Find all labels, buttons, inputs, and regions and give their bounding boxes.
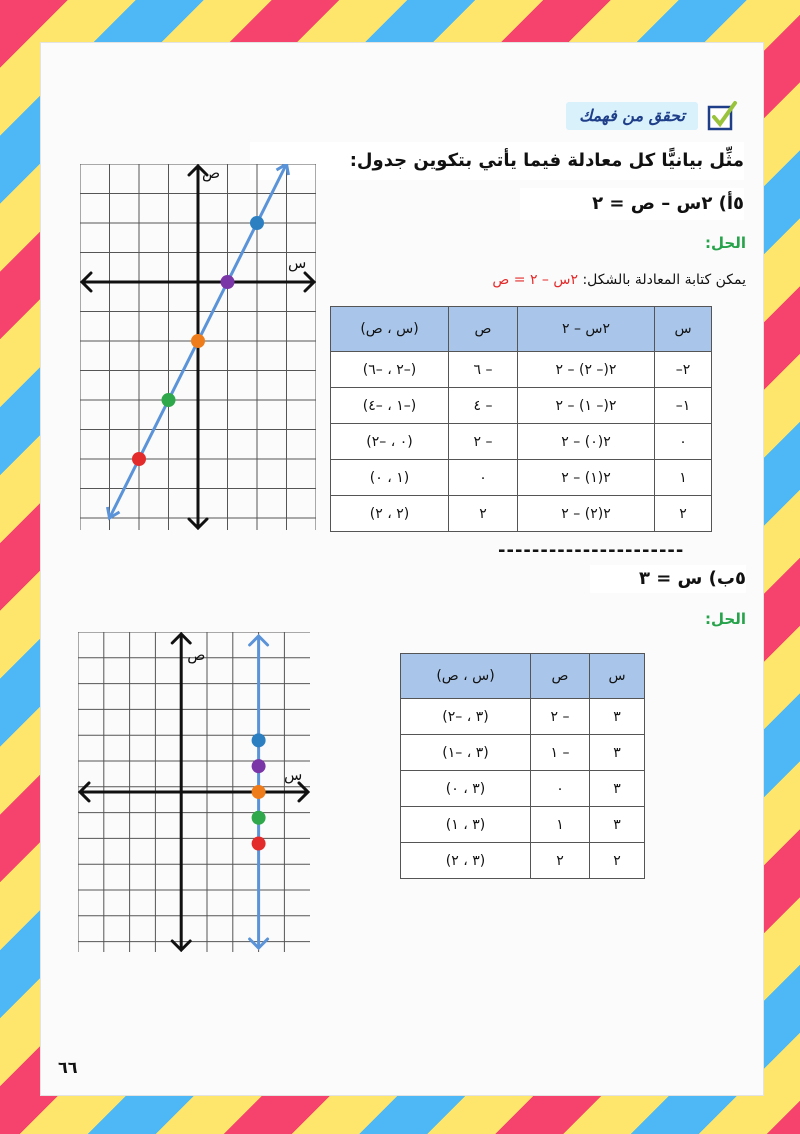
table-row: [401, 807, 645, 843]
table-cell-pair: (–١ ، –٤): [331, 388, 449, 424]
table-cell-x: ٢: [590, 843, 645, 879]
solution-label-a: الحل:: [705, 234, 746, 252]
table-cell-pair: (٣ ، –٢): [401, 699, 531, 735]
rewrite-equation: ٢س – ٢ = ص: [492, 272, 579, 288]
table-cell-expr: ٢(٠) – ٢: [518, 424, 655, 460]
table-cell-y: – ٢: [531, 699, 590, 735]
table-cell-y: – ٦: [449, 352, 518, 388]
table-cell-y: – ١: [531, 735, 590, 771]
table-cell-pair: (–٢ ، –٦): [331, 352, 449, 388]
table-row: [331, 388, 712, 424]
table-cell-x: ١: [655, 460, 712, 496]
rewrite-line: [430, 272, 746, 288]
table-cell-y: ٠: [531, 771, 590, 807]
table-header-pair: (س ، ص): [401, 654, 531, 699]
table-header-y: ص: [449, 307, 518, 352]
table-cell-x: ٢–: [655, 352, 712, 388]
plotted-point: [252, 837, 266, 851]
table-cell-y: ٠: [449, 460, 518, 496]
table-cell-pair: (٢ ، ٢): [331, 496, 449, 532]
x-axis-label: س: [284, 765, 303, 784]
table-cell-x: ٣: [590, 771, 645, 807]
table-cell-expr: ٢(٢) – ٢: [518, 496, 655, 532]
solution-label-b: الحل:: [705, 610, 746, 628]
table-cell-pair: (٣ ، ١): [401, 807, 531, 843]
rewrite-text: يمكن كتابة المعادلة بالشكل:: [582, 272, 746, 288]
table-header-row: [331, 307, 712, 352]
values-table-a: [330, 306, 712, 532]
table-cell-x: ٠: [655, 424, 712, 460]
problem-a-label: ٥أ): [718, 193, 744, 214]
table-cell-pair: (٣ ، ٢): [401, 843, 531, 879]
table-cell-y: – ٢: [449, 424, 518, 460]
plotted-point: [191, 334, 205, 348]
table-cell-y: ٢: [449, 496, 518, 532]
plotted-point: [221, 275, 235, 289]
table-cell-y: ١: [531, 807, 590, 843]
table-header-y: ص: [531, 654, 590, 699]
plotted-point: [252, 785, 266, 799]
table-cell-x: ٣: [590, 735, 645, 771]
table-header-row: [401, 654, 645, 699]
table-cell-expr: ٢(– ١) – ٢: [518, 388, 655, 424]
x-axis-label: س: [288, 254, 307, 272]
table-row: [401, 771, 645, 807]
graph-b: [78, 632, 310, 952]
table-cell-expr: ٢(١) – ٢: [518, 460, 655, 496]
table-header-expr: ٢س – ٢: [518, 307, 655, 352]
problem-a: [520, 188, 744, 220]
problem-b-label: ٥ب): [708, 568, 746, 589]
table-row: [331, 352, 712, 388]
table-cell-pair: (٣ ، –١): [401, 735, 531, 771]
values-table-b: [400, 653, 645, 879]
page-number: ٦٦: [58, 1058, 78, 1077]
plotted-point: [252, 733, 266, 747]
checkmark-icon: [706, 100, 738, 132]
y-axis-label: ص: [202, 164, 221, 182]
table-row: [401, 843, 645, 879]
table-cell-pair: (٠ ، –٢): [331, 424, 449, 460]
check-understanding-badge: [566, 98, 742, 134]
table-cell-y: ٢: [531, 843, 590, 879]
plotted-point: [252, 811, 266, 825]
table-cell-pair: (١ ، ٠): [331, 460, 449, 496]
table-cell-x: ٢: [655, 496, 712, 532]
table-header-x: س: [655, 307, 712, 352]
plotted-point: [162, 393, 176, 407]
y-axis-label: ص: [187, 646, 206, 664]
plotted-point: [250, 216, 264, 230]
problem-b: [590, 565, 746, 593]
table-cell-y: – ٤: [449, 388, 518, 424]
problem-b-equation: س = ٣: [638, 568, 703, 589]
table-cell-pair: (٣ ، ٠): [401, 771, 531, 807]
table-cell-x: ١–: [655, 388, 712, 424]
table-cell-x: ٣: [590, 807, 645, 843]
instruction-text: مثِّل بيانيًّا كل معادلة فيما يأتي بتكوين جدول:: [250, 142, 744, 180]
problem-a-equation: ٢س – ص = ٢: [592, 193, 713, 214]
table-header-pair: (س ، ص): [331, 307, 449, 352]
table-row: [331, 460, 712, 496]
table-row: [401, 699, 645, 735]
section-title: تحقق من فهمك: [566, 102, 698, 130]
table-row: [331, 496, 712, 532]
table-row: [401, 735, 645, 771]
graph-a: [80, 164, 316, 530]
plotted-point: [252, 759, 266, 773]
section-divider: ----------------------: [498, 540, 685, 561]
table-row: [331, 424, 712, 460]
plotted-point: [132, 452, 146, 466]
table-header-x: س: [590, 654, 645, 699]
table-cell-x: ٣: [590, 699, 645, 735]
table-cell-expr: ٢(– ٢) – ٢: [518, 352, 655, 388]
